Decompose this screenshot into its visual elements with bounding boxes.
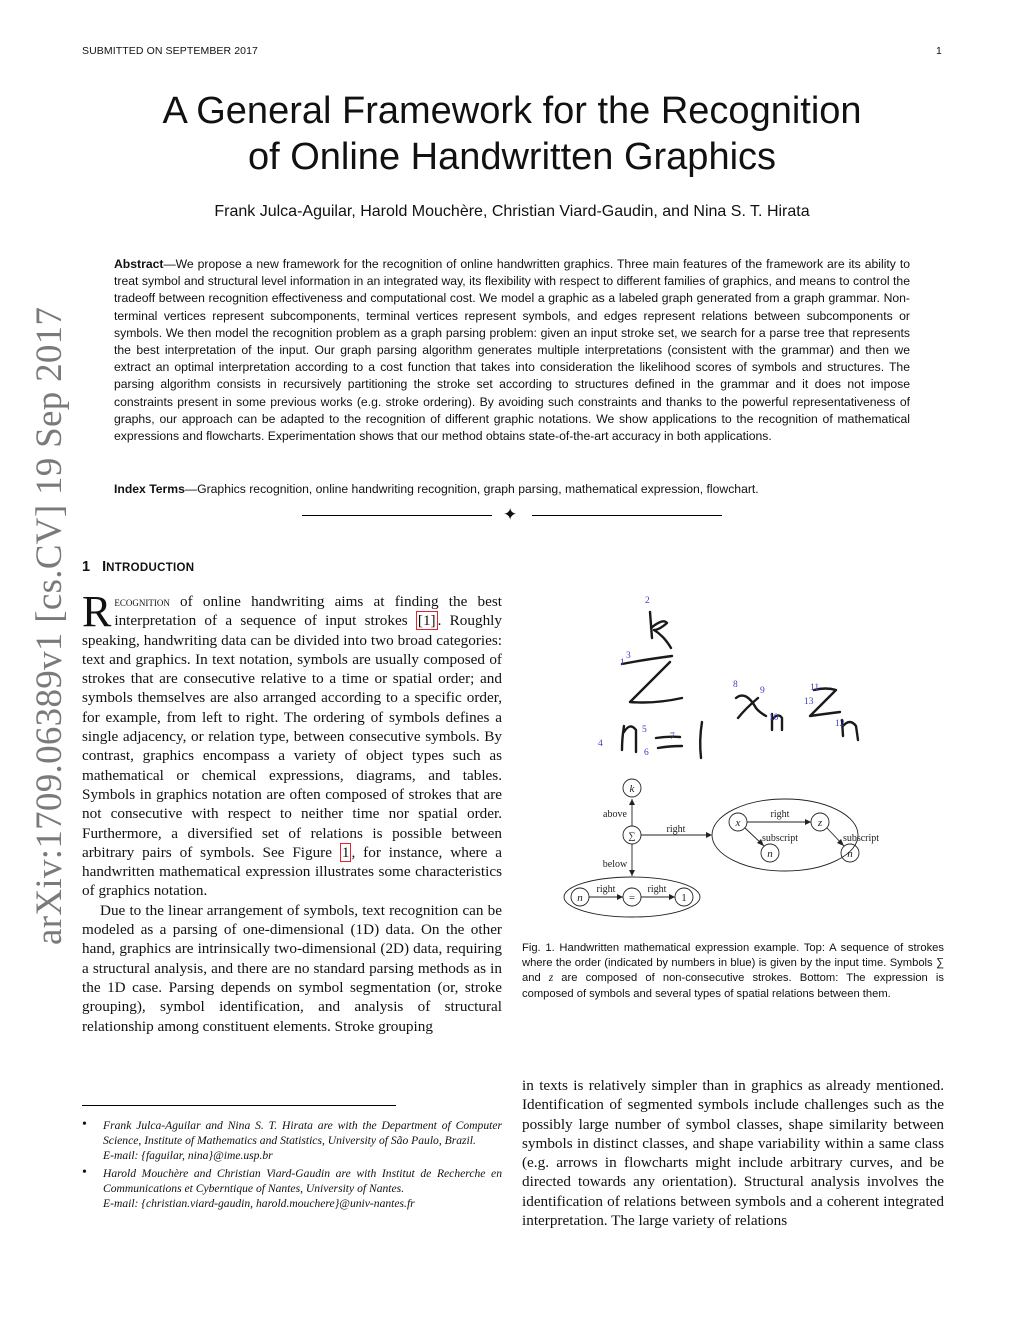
separator-rule-right: [532, 515, 722, 516]
stroke-number: 8: [733, 680, 738, 690]
stroke-k: [650, 612, 671, 648]
paper-title: [100, 88, 924, 180]
stroke-number: 7: [670, 732, 675, 742]
citation-link[interactable]: [1]: [417, 612, 436, 630]
stroke-number: 4: [598, 739, 603, 749]
dropcap: R: [82, 587, 112, 636]
stroke-number: 2: [645, 596, 650, 606]
stroke-number: 3: [626, 651, 631, 661]
stroke-number: 11: [810, 683, 820, 693]
footnote-email: E-mail: {faguilar, nina}@ime.usp.br: [103, 1149, 273, 1163]
caption-text-b: and: [522, 972, 549, 985]
abstract-label: Abstract: [114, 257, 164, 271]
author-list: Frank Julca-Aguilar, Harold Mouchère, Christian Viard-Gaudin, and Nina S. T. Hirata: [214, 203, 810, 220]
footnote-email: E-mail: {christian.viard-gaudin, harold.mouchere}@univ-nantes.fr: [103, 1197, 415, 1211]
body-left-column: [82, 587, 503, 1036]
node-label: z: [817, 817, 823, 829]
edge-label: below: [602, 859, 628, 870]
paragraph-2: Due to the linear arrangement of symbols, text recognition can be modeled as a parsing of one-dimensional (1D) data. On the other hand, graphics are intrinsically two-dimensional (2D) data, requiring a structural analysis, and there are no standard parsing methods as in the 1D case. Parsing depends on symbol segmentation (or, stroke grouping), symbol identification, and analysis of structural relationship among constituent elements. Stroke grouping: [82, 901, 502, 1035]
node-label: n: [847, 848, 853, 860]
arrowhead: [617, 894, 623, 900]
caption-label: Fig. 1.: [522, 942, 555, 954]
stroke-one: [700, 722, 702, 758]
paragraph-1-text-a: of online handwriting aims at finding the best interpretation of a sequence of input strokes: [114, 593, 502, 630]
abstract-text: —We propose a new framework for the recognition of online handwritten graphics. Three main features of the framework are its ability to treat symbol and structural level information in an integrated way, its flexibility with respect to different families of graphics, and means to control the tradeoff between recognition effectiveness and computational cost. We model a graphic as a labeled graph generated from a graph grammar. Non-terminal vertices represent subcomponents, terminal vertices represent symbols, and edges represent relations between subcomponents or symbols. We then model the recognition problem as a graph parsing problem: given an input stroke set, we search for a parse tree that represents the best interpretation of the input. Our graph parsing algorithm generates multiple interpretations (consistent with the grammar) and then we extract an optimal interpretation according to a cost function that takes into consideration the likelihood scores of symbols and structures. The parsing algorithm consists in recursively partitioning the stroke set according to structures defined in the grammar and it does not impose constraints present in some previous works (e.g. stroke ordering). By avoiding such constraints and thanks to the powerful representativeness of graphs, our approach can be adapted to the recognition of different graphic notations. We show applications to the recognition of mathematical expressions and flowcharts. Experimentation shows that our method obtains state-of-the-art accuracy in both applications.: [114, 257, 910, 444]
node-label: n: [767, 848, 773, 860]
stroke-number: 5: [642, 725, 647, 735]
edge-label: right: [770, 809, 790, 820]
edge-label: subscript: [842, 833, 880, 844]
abstract: [114, 256, 910, 445]
stroke-x: [736, 696, 766, 718]
caption-text-c: are composed of non-consecutive strokes. Bottom: The expression is composed of symbols and several types of spatial relations between them.: [522, 972, 944, 1000]
running-header: SUBMITTED ON SEPTEMBER 2017: [82, 45, 258, 57]
arrowhead: [629, 799, 635, 805]
smallcaps-word: ecognition: [114, 594, 170, 609]
stroke-number: 6: [644, 748, 649, 758]
node-label: n: [577, 892, 583, 904]
index-terms: [114, 481, 910, 498]
stroke-eq: [656, 737, 682, 748]
paragraph-1-text-b: . Roughly speaking, handwriting data can be divided into two broad categories: text and graphics. In text notation, symbols are usually composed of strokes that are consecutive relative to a time or spatial order; and symbols themselves are also arranged according to a specific order, for example, from left to right. The ordering of symbols defines a single adjacency, or relation type, between consecutive symbols. By contrast, graphics encompass a variety of object types such as mathematical or chemical expressions, diagrams, and tables. Symbols in graphics notation are often composed of strokes that are not consecutive with respect to neither time nor spatial order. Furthermore, a diversified set of relations is possible between arbitrary pairs of symbols. See Figure: [82, 612, 502, 861]
footnote-text: Harold Mouchère and Christian Viard-Gaudin are with Institut de Recherche en Communications et Cyberntique of Nantes, University of Nantes.: [103, 1166, 502, 1195]
edge-label: above: [603, 809, 627, 820]
edge-label: right: [666, 824, 686, 835]
graph-labels: [577, 783, 879, 904]
figure-1: [560, 590, 900, 920]
node-label: k: [629, 783, 635, 795]
edge-label: subscript: [761, 833, 799, 844]
separator-rule-left: [302, 515, 492, 516]
footnote-text: Frank Julca-Aguilar and Nina S. T. Hirata are with the Department of Computer Science, Institute of Mathematics and Statistics, University of São Paulo, Brazil.: [103, 1119, 502, 1148]
index-terms-label: Index Terms: [114, 482, 185, 496]
body-right-column: in texts is relatively simpler than in graphics as already mentioned. Identification of segmented symbols include challenges such as the possibly large number of symbol classes, shape similarity between symbols in distinct classes, and shape variability within a same class (e.g. arrows in flowcharts might include arbitrary curves, and be directed towards any orientation). Structural analysis involves the identification of relations between symbols and a coherent integrated interpretation. The large variety of relations: [522, 1077, 944, 1230]
section-number: 1: [82, 559, 91, 575]
figure-caption: [522, 941, 944, 1002]
stroke-number: 1: [620, 658, 625, 668]
footnote-item: [82, 1166, 502, 1212]
arrowhead: [805, 819, 811, 825]
title-line-1: A General Framework for the Recognition: [162, 90, 862, 132]
caption-symbol-sum: ∑: [936, 957, 944, 970]
stroke-number: 12: [835, 719, 845, 729]
paragraph-1-text-c: , for instance, where a handwritten mathematical expression illustrates some characteristics of graphics notation.: [82, 843, 503, 900]
index-terms-text: —Graphics recognition, online handwriting recognition, graph parsing, mathematical expression, flowchart.: [184, 482, 759, 496]
stroke-n: [622, 726, 636, 752]
arrowhead: [706, 832, 712, 838]
handwritten-strokes: [622, 612, 858, 758]
relation-graph: [564, 779, 859, 917]
figure-link[interactable]: 1: [341, 843, 350, 861]
footnote-item: [82, 1118, 502, 1164]
arxiv-stamp: arXiv:1709.06389v1 [cs.CV] 19 Sep 2017: [29, 306, 70, 945]
stroke-number: 10: [769, 713, 779, 723]
edge-label: right: [596, 884, 616, 895]
title-line-2: of Online Handwritten Graphics: [247, 136, 777, 178]
caption-text-a: Handwritten mathematical expression example. Top: A sequence of strokes where the order (indicated by numbers in blue) is given by the input time. Symbols: [522, 942, 944, 970]
node-label: 1: [681, 892, 687, 904]
arrowhead: [669, 894, 675, 900]
node-label: =: [628, 892, 636, 904]
figure-1-drawing: [560, 590, 900, 920]
section-title-rest: NTRODUCTION: [106, 562, 195, 574]
section-heading: [82, 559, 194, 575]
section-title-initial: I: [102, 559, 107, 575]
node-label: ∑: [628, 831, 636, 842]
stroke-sum: [622, 656, 682, 703]
footnotes: [82, 1118, 502, 1213]
edge-label: right: [647, 884, 667, 895]
stroke-number: 13: [804, 697, 814, 707]
footnote-rule: [82, 1105, 396, 1106]
arrowhead: [629, 870, 635, 876]
paragraph-1: [82, 587, 503, 901]
separator-diamond-icon: ✦: [503, 505, 518, 524]
stroke-number: 9: [760, 686, 765, 696]
caption-symbol-z: z: [548, 972, 554, 985]
node-label: x: [735, 817, 741, 829]
page-number: 1: [936, 45, 942, 57]
